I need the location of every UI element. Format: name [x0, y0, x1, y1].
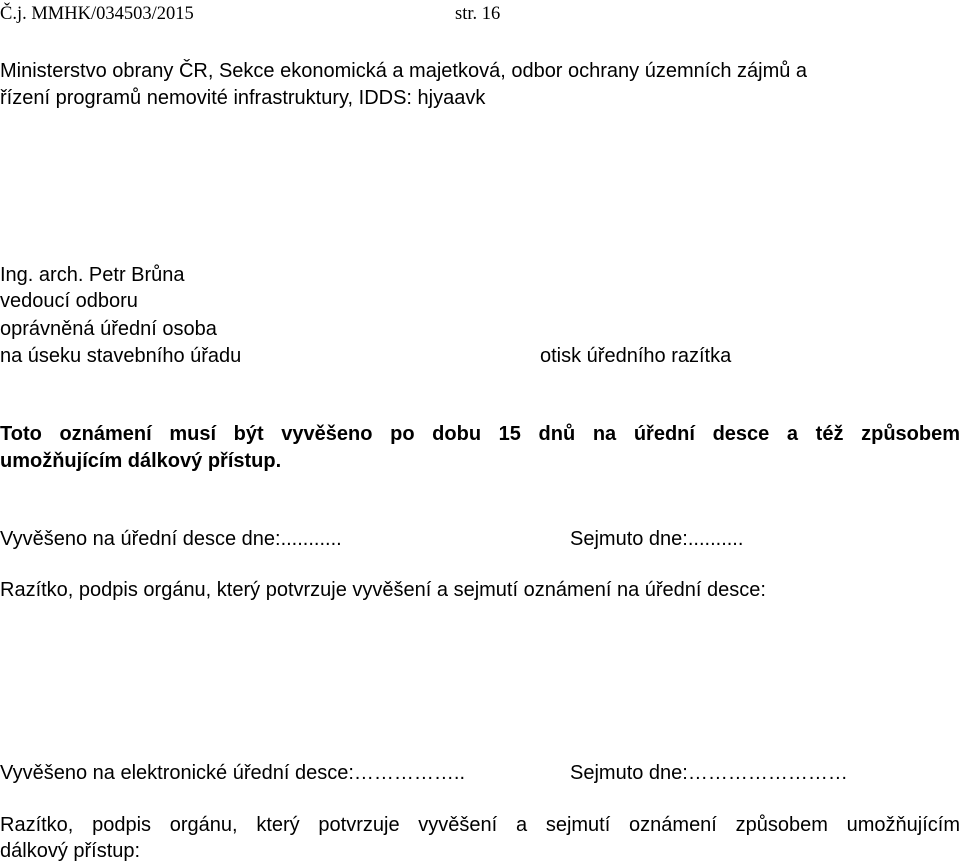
- notice-line-2: umožňujícím dálkový přístup.: [0, 450, 282, 472]
- recipient-text-1: Ministerstvo obrany ČR, Sekce ekonomická a majetková, odbor ochrany územních zájmů a: [0, 60, 808, 82]
- removed-electronic-field: Sejmuto dne:……………………: [570, 762, 848, 784]
- posted-on-board-field: Vyvěšeno na úřední desce dne:...........: [0, 528, 342, 550]
- remote-stamp-line-1: [0, 814, 960, 837]
- signatory-name: Ing. arch. Petr Brůna: [0, 264, 185, 286]
- signatory-role-3: na úseku stavebního úřadu: [0, 345, 242, 367]
- removed-from-board-field: Sejmuto dne:..........: [570, 528, 744, 550]
- notice-line-1: [0, 423, 960, 446]
- recipient-line-2: řízení programů nemovité infrastruktury, IDDS: hjyaavk: [0, 87, 486, 109]
- document-reference: Č.j. MMHK/034503/2015: [0, 4, 194, 24]
- remote-stamp-text-1: Razítko, podpis orgánu, který potvrzuje vyvěšení a sejmutí oznámení způsobem umožňujícím: [0, 814, 960, 836]
- notice-text-1: Toto oznámení musí být vyvěšeno po dobu 15 dnů na úřední desce a též způsobem: [0, 423, 960, 445]
- posted-electronic-field: Vyvěšeno na elektronické úřední desce:……………..: [0, 762, 466, 784]
- page-number: str. 16: [455, 4, 501, 24]
- board-stamp-instruction: Razítko, podpis orgánu, který potvrzuje vyvěšení a sejmutí oznámení na úřední desce:: [0, 579, 766, 601]
- signatory-role-1: vedoucí odboru: [0, 290, 138, 312]
- remote-stamp-line-2: dálkový přístup:: [0, 840, 141, 862]
- signatory-role-2: oprávněná úřední osoba: [0, 318, 217, 340]
- stamp-label: otisk úředního razítka: [540, 345, 732, 367]
- recipient-line-1: [0, 60, 960, 83]
